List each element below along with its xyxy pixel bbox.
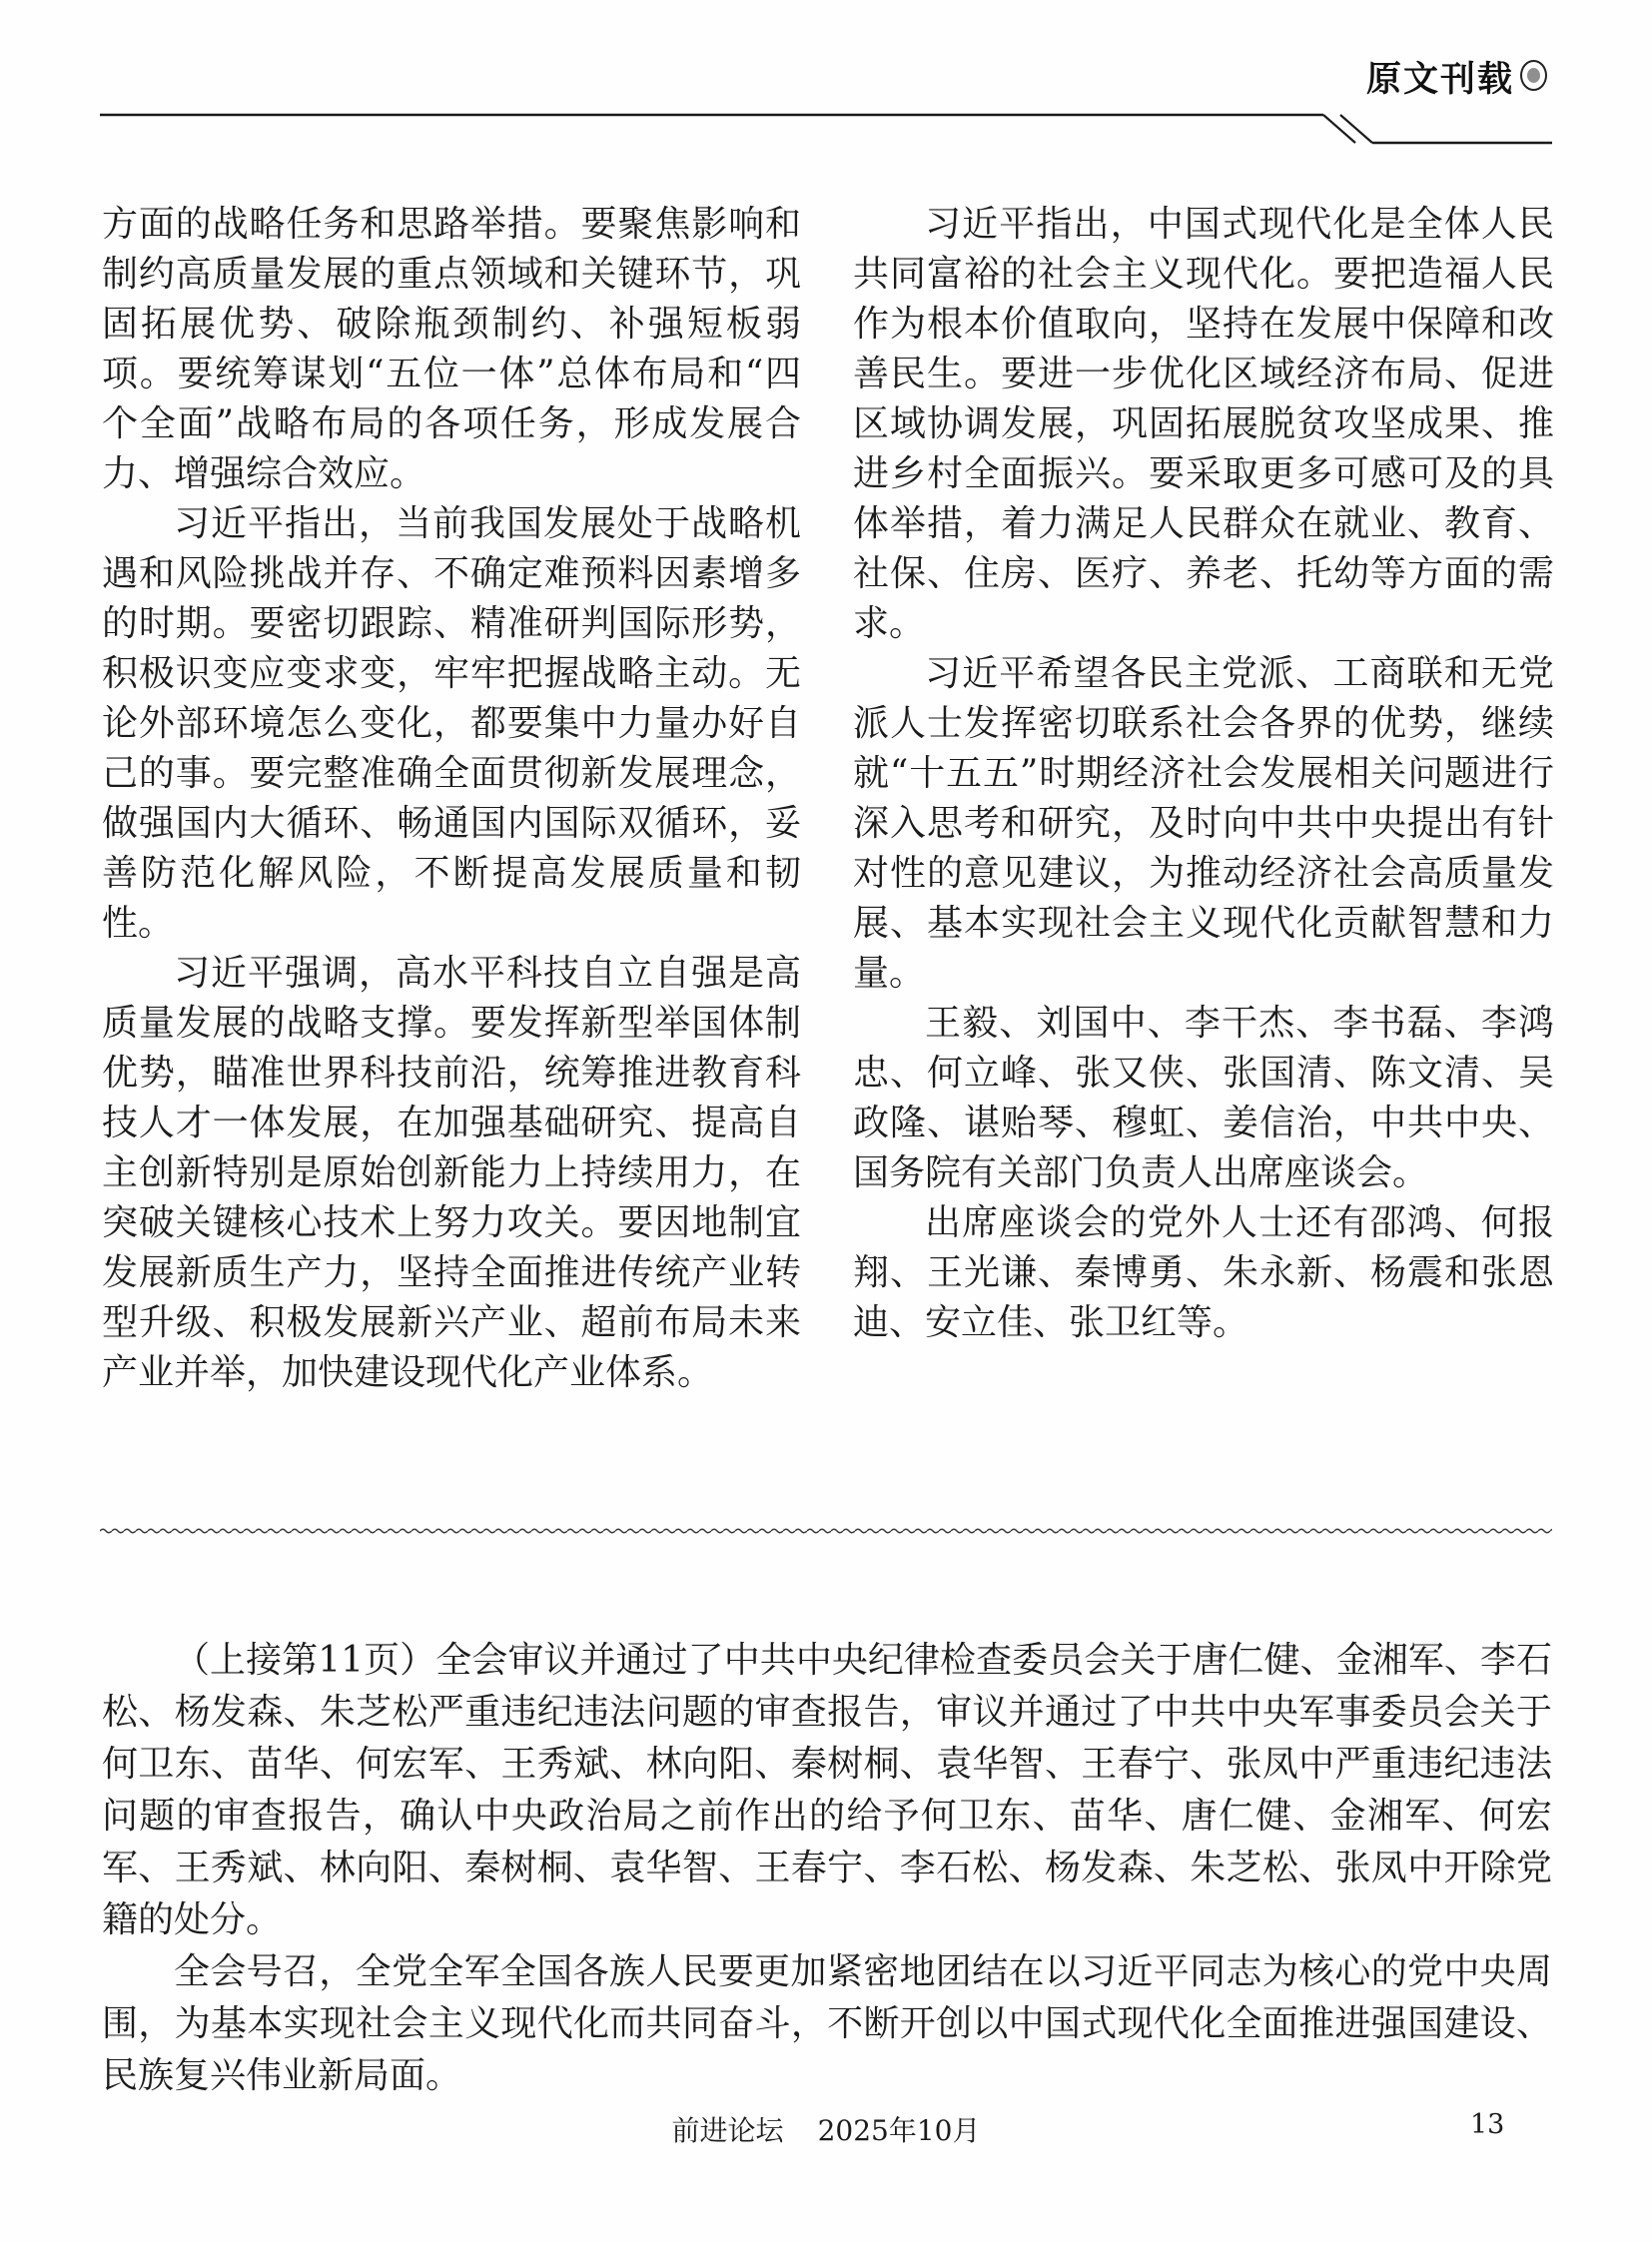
article-left-column	[102, 200, 801, 1398]
footer	[0, 2109, 1652, 2149]
paragraph: 王毅、刘国中、李干杰、李书磊、李鸿忠、何立峰、张又侠、张国清、陈文清、吴政隆、谌贻琴、穆虹、姜信治，中共中央、国务院有关部门负责人出席座谈会。	[853, 1003, 1554, 1193]
article-right-column	[853, 200, 1554, 1348]
paragraph: 习近平指出，中国式现代化是全体人民共同富裕的社会主义现代化。要把造福人民作为根本价值取向，坚持在发展中保障和改善民生。要进一步优化区域经济布局、促进区域协调发展，巩固拓展脱贫攻坚成果、推进乡村全面振兴。要采取更多可感可及的具体举措，着力满足人民群众在就业、教育、社保、住房、医疗、养老、托幼等方面的需求。	[853, 204, 1554, 644]
page-number: 13	[1470, 2109, 1505, 2140]
paragraph: 习近平强调，高水平科技自立自强是高质量发展的战略支撑。要发挥新型举国体制优势，瞄准世界科技前沿，统筹推进教育科技人才一体发展，在加强基础研究、提高自主创新特别是原始创新能力上持续用力，在突破关键核心技术上努力攻关。要因地制宜发展新质生产力，坚持全面推进传统产业转型升级、积极发展新兴产业、超前布局未来产业并举，加快建设现代化产业体系。	[102, 953, 801, 1393]
section-label: 原文刊载	[1366, 60, 1515, 99]
paragraph: 全会号召，全党全军全国各族人民要更加紧密地团结在以习近平同志为核心的党中央周围，为基本实现社会主义现代化而共同奋斗，不断开创以中国式现代化全面推进强国建设、民族复兴伟业新局面。	[102, 1951, 1552, 2096]
section-bullseye-icon	[1520, 60, 1547, 91]
paragraph: 出席座谈会的党外人士还有邵鸿、何报翔、王光谦、秦博勇、朱永新、杨震和张恩迪、安立佳、张卫红等。	[853, 1202, 1554, 1343]
journal-name: 前进论坛	[671, 2114, 784, 2147]
continuation-block	[102, 1635, 1552, 2102]
wavy-divider	[100, 1526, 1552, 1536]
paragraph: （上接第11页）全会审议并通过了中共中央纪律检查委员会关于唐仁健、金湘军、李石松、杨发森、朱芝松严重违纪违法问题的审查报告，审议并通过了中共中央军事委员会关于何卫东、苗华、何宏军、王秀斌、林向阳、秦树桐、袁华智、王春宁、张凤中严重违纪违法问题的审查报告，确认中央政治局之前作出的给予何卫东、苗华、唐仁健、金湘军、何宏军、王秀斌、林向阳、秦树桐、袁华智、王春宁、李石松、杨发森、朱芝松、张凤中开除党籍的处分。	[102, 1640, 1552, 1940]
paragraph: 习近平希望各民主党派、工商联和无党派人士发挥密切联系社会各界的优势，继续就“十五五”时期经济社会发展相关问题进行深入思考和研究，及时向中共中央提出有针对性的意见建议，为推动经济社会高质量发展、基本实现社会主义现代化贡献智慧和力量。	[853, 653, 1554, 994]
issue-date: 2025年10月	[817, 2114, 981, 2147]
header-rule	[100, 112, 1552, 148]
paragraph: 方面的战略任务和思路举措。要聚焦影响和制约高质量发展的重点领域和关键环节，巩固拓展优势、破除瓶颈制约、补强短板弱项。要统筹谋划“五位一体”总体布局和“四个全面”战略布局的各项任务，形成发展合力、增强综合效应。	[102, 204, 801, 494]
paragraph: 习近平指出，当前我国发展处于战略机遇和风险挑战并存、不确定难预料因素增多的时期。要密切跟踪、精准研判国际形势，积极识变应变求变，牢牢把握战略主动。无论外部环境怎么变化，都要集中力量办好自己的事。要完整准确全面贯彻新发展理念，做强国内大循环、畅通国内国际双循环，妥善防范化解风险，不断提高发展质量和韧性。	[102, 503, 801, 944]
